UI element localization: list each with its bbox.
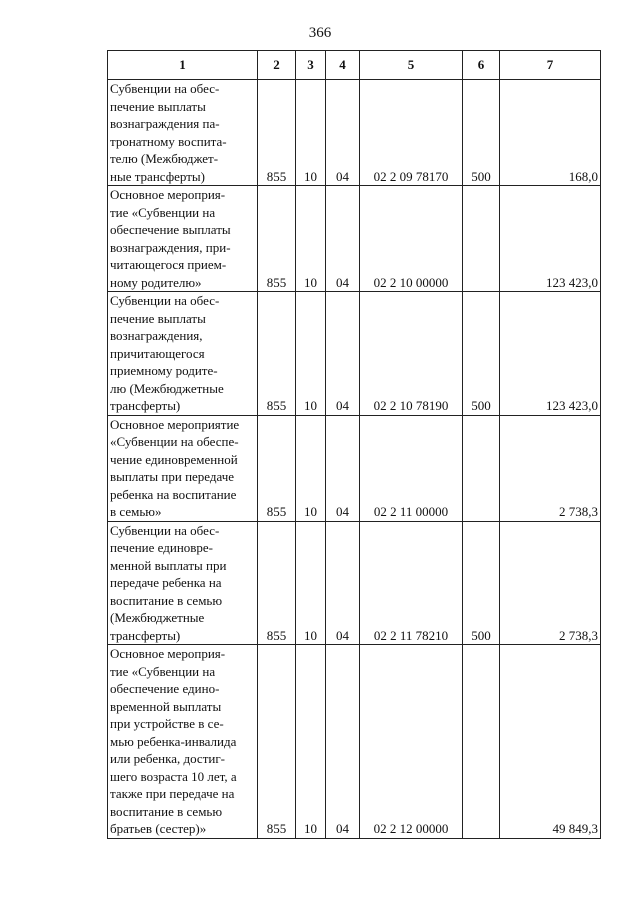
row-name: Субвенции на обес- печение выплаты вознаграждения, причитающегося приемному родите- лю (Межбюджетные трансферты) xyxy=(108,292,258,416)
column-header: 6 xyxy=(463,51,500,80)
row-name: Субвенции на обес- печение единовре- менной выплаты при передаче ребенка на воспитание в семью (Межбюджетные трансферты) xyxy=(108,521,258,645)
table-row xyxy=(108,521,601,645)
page-number: 366 xyxy=(308,25,332,41)
row-expense-type: 500 xyxy=(463,80,500,186)
column-header: 1 xyxy=(108,51,258,80)
table-header-row xyxy=(108,51,601,80)
row-subsection-code: 04 xyxy=(326,80,360,186)
row-dept-code: 855 xyxy=(258,521,296,645)
row-target-code: 02 2 12 00000 xyxy=(360,645,463,839)
row-dept-code: 855 xyxy=(258,415,296,521)
row-subsection-code: 04 xyxy=(326,645,360,839)
row-dept-code: 855 xyxy=(258,292,296,416)
row-dept-code: 855 xyxy=(258,80,296,186)
row-target-code: 02 2 10 00000 xyxy=(360,186,463,292)
row-target-code: 02 2 11 78210 xyxy=(360,521,463,645)
budget-table xyxy=(107,50,601,839)
row-expense-type xyxy=(463,186,500,292)
row-expense-type xyxy=(463,645,500,839)
row-subsection-code: 04 xyxy=(326,186,360,292)
row-section-code: 10 xyxy=(296,521,326,645)
column-header: 2 xyxy=(258,51,296,80)
row-subsection-code: 04 xyxy=(326,292,360,416)
table-row xyxy=(108,186,601,292)
row-section-code: 10 xyxy=(296,292,326,416)
table-row xyxy=(108,292,601,416)
row-subsection-code: 04 xyxy=(326,415,360,521)
row-section-code: 10 xyxy=(296,645,326,839)
table-row xyxy=(108,645,601,839)
row-dept-code: 855 xyxy=(258,186,296,292)
row-dept-code: 855 xyxy=(258,645,296,839)
column-header: 7 xyxy=(500,51,601,80)
row-amount: 49 849,3 xyxy=(500,645,601,839)
column-header: 4 xyxy=(326,51,360,80)
row-amount: 2 738,3 xyxy=(500,415,601,521)
column-header: 5 xyxy=(360,51,463,80)
row-target-code: 02 2 10 78190 xyxy=(360,292,463,416)
row-section-code: 10 xyxy=(296,415,326,521)
row-section-code: 10 xyxy=(296,80,326,186)
row-amount: 123 423,0 xyxy=(500,292,601,416)
row-name: Субвенции на обес- печение выплаты вознаграждения па- тронатному воспита- телю (Межбюджет- ные трансферты) xyxy=(108,80,258,186)
row-target-code: 02 2 11 00000 xyxy=(360,415,463,521)
column-header: 3 xyxy=(296,51,326,80)
row-name: Основное мероприя- тие «Субвенции на обеспечение едино- временной выплаты при устройстве в се- мью ребенка-инвалида или ребенка, достиг- шего возраста 10 лет, а также при передаче на воспитание в семью братьев (сестер)» xyxy=(108,645,258,839)
row-expense-type: 500 xyxy=(463,521,500,645)
table-row xyxy=(108,415,601,521)
row-amount: 168,0 xyxy=(500,80,601,186)
row-expense-type xyxy=(463,415,500,521)
row-expense-type: 500 xyxy=(463,292,500,416)
row-subsection-code: 04 xyxy=(326,521,360,645)
row-section-code: 10 xyxy=(296,186,326,292)
row-amount: 2 738,3 xyxy=(500,521,601,645)
row-name: Основное мероприятие «Субвенции на обеспе- чение единовременной выплаты при передаче ребенка на воспитание в семью» xyxy=(108,415,258,521)
row-target-code: 02 2 09 78170 xyxy=(360,80,463,186)
row-name: Основное мероприя- тие «Субвенции на обеспечение выплаты вознаграждения, при- читающегося прием- ному родителю» xyxy=(108,186,258,292)
row-amount: 123 423,0 xyxy=(500,186,601,292)
table-row xyxy=(108,80,601,186)
